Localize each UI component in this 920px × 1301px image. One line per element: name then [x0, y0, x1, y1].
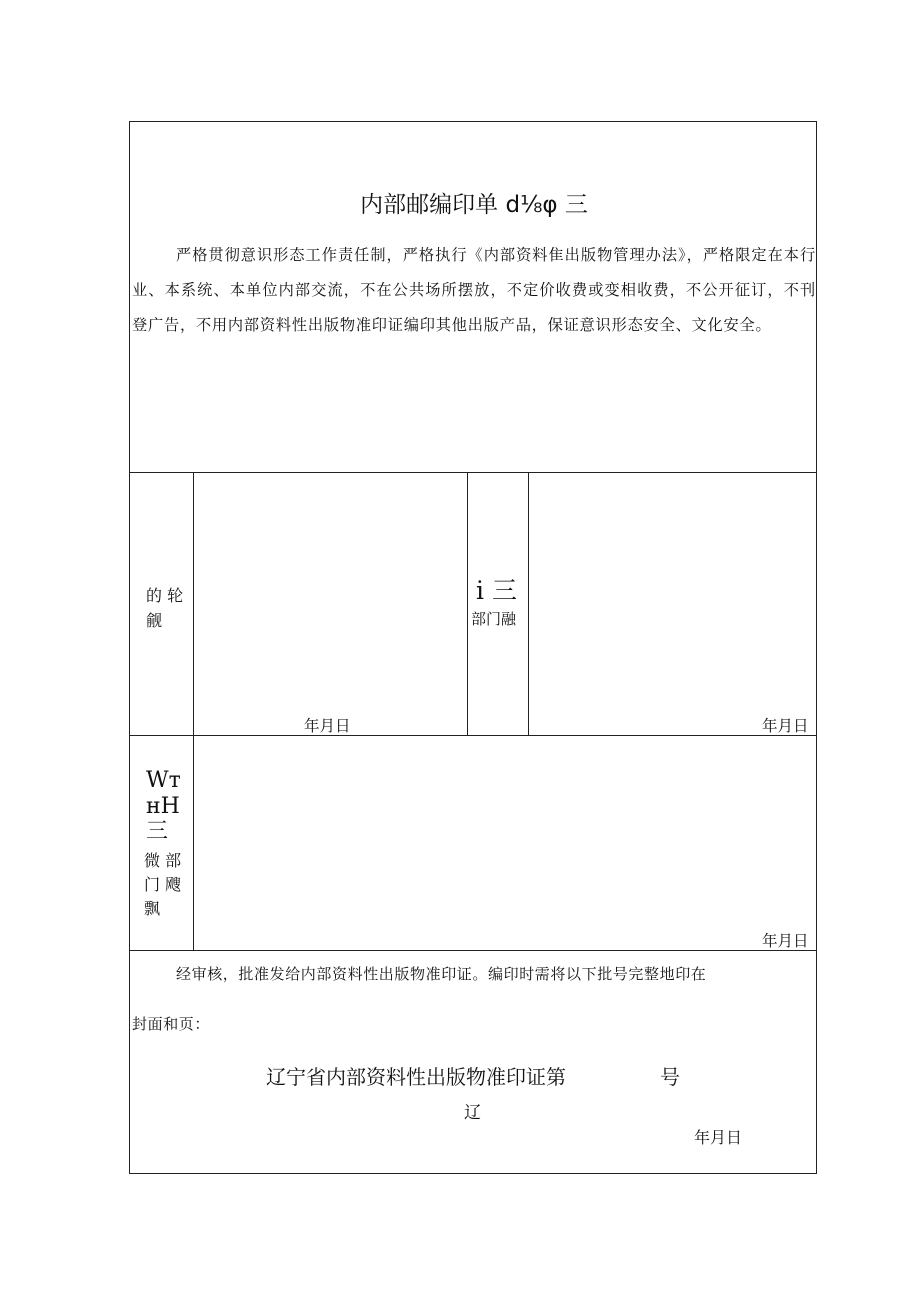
row1-date-right: 年月日 — [762, 717, 809, 735]
row2-label-line4: 微 部 — [144, 851, 182, 870]
row1-mid-label: 部门融 — [471, 610, 517, 628]
approval-date: 年月日 — [694, 1128, 743, 1147]
row2-date: 年月日 — [762, 932, 809, 950]
approval-line2: 封面和页： — [132, 1015, 211, 1033]
form-title: 内部邮编印单 d⅛φ 三 — [360, 192, 588, 218]
notice-paragraph: 严格贯彻意识形态工作责任制，严格执行《内部资料隹出版物管理办法》，严格限定在本行业、本系统、本单位内部交流，不在公共场所摆放，不定价收费或变相收费，不公开征订，不刊登广告，不用内部资料性出版物准印证编印其他出版产品，保证意识形态安全、文化安全。 — [132, 246, 816, 334]
row2-label-line3: 三 — [146, 819, 169, 844]
row1-label-line1: 的 轮 — [146, 586, 184, 605]
row2-label-line2: нH — [146, 794, 180, 819]
row1-mid-glyph: i 三 — [476, 576, 517, 605]
row2-label-line5: 门 飕 — [144, 875, 182, 894]
divider-label-col — [193, 472, 194, 950]
row1-date-left: 年月日 — [304, 717, 351, 735]
divider-row1-top — [130, 472, 816, 473]
divider-approval-top — [130, 950, 816, 951]
certificate-number-text: 辽宁省内部资料性出版物准印证第 — [266, 1065, 566, 1089]
application-form — [129, 121, 817, 1174]
row2-label-line6: 飘 — [144, 899, 161, 918]
divider-row2-top — [130, 735, 816, 736]
divider-mid-left — [467, 472, 468, 735]
row1-label-line2: 觎 — [146, 611, 163, 630]
approval-line1: 经审核，批准发给内部资料性出版物准印证。编印时需将以下批号完整地印在 — [176, 965, 707, 983]
certificate-number-suffix: 号 — [660, 1065, 680, 1089]
row2-label-line1: Wт — [146, 768, 181, 793]
divider-mid-right — [528, 472, 529, 735]
province-short: 辽 — [464, 1103, 481, 1123]
